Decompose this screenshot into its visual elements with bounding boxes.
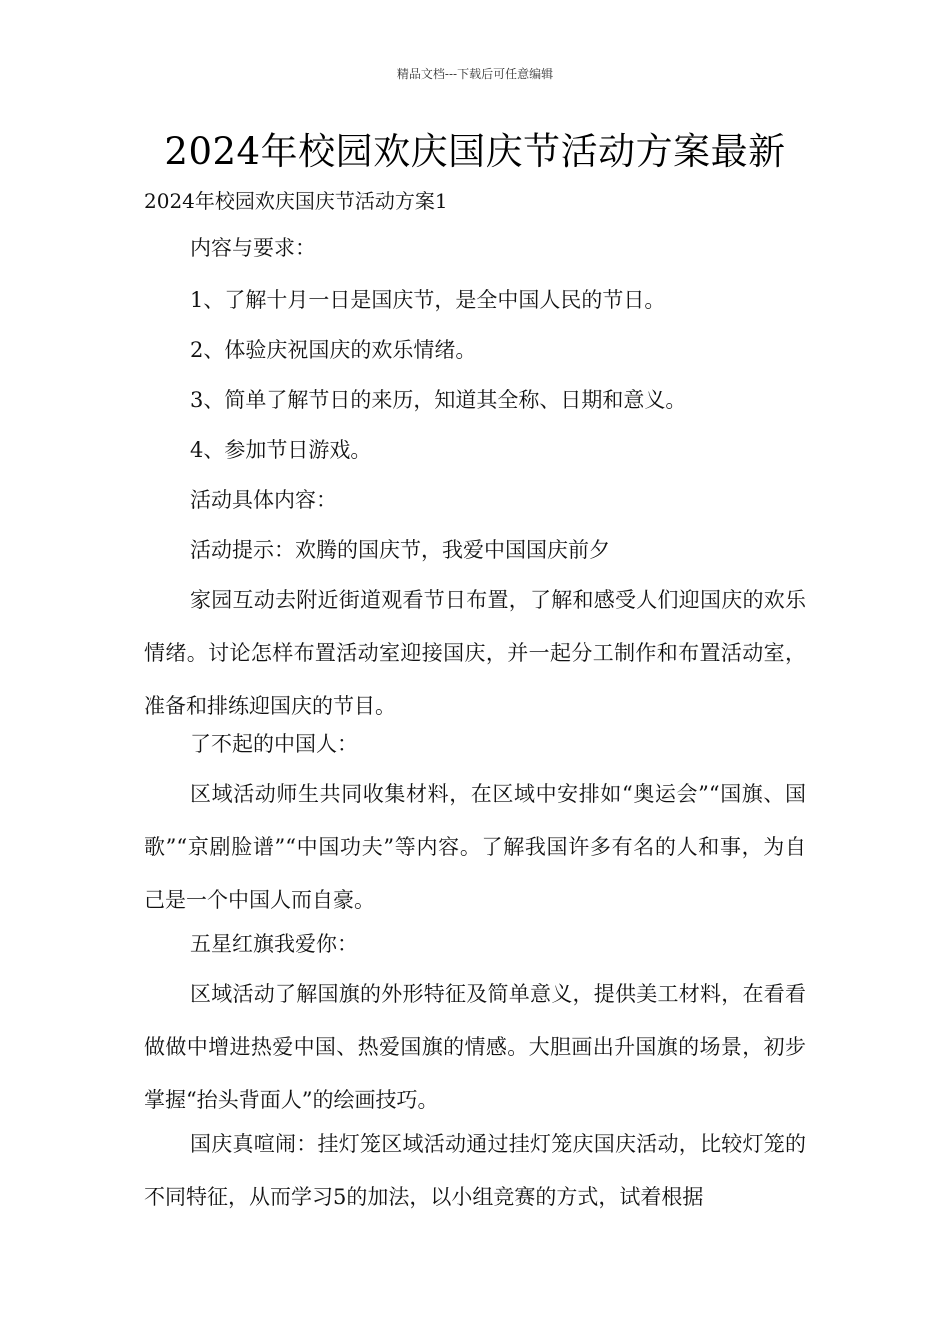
section-heading: 2024年校园欢庆国庆节活动方案1 <box>144 189 448 213</box>
document-title: 2024年校园欢庆国庆节活动方案最新 <box>164 130 786 173</box>
header-note: 精品文档---下载后可任意编辑 <box>396 67 554 81</box>
great-people-heading: 了不起的中国人： <box>190 732 358 756</box>
lantern-activity-paragraph: 国庆真喧闹：挂灯笼区域活动通过挂灯笼庆国庆活动，比较灯笼的不同特征，从而学习5的加法，以小组竞赛的方式，试着根据 <box>144 1132 806 1209</box>
requirements-heading: 内容与要求： <box>190 236 316 260</box>
requirement-item-1: 1、了解十月一日是国庆节，是全中国人民的节日。 <box>190 288 666 312</box>
requirement-item-2: 2、体验庆祝国庆的欢乐情绪。 <box>190 338 477 362</box>
content-heading: 活动具体内容： <box>190 488 337 512</box>
flag-heading: 五星红旗我爱你： <box>190 932 358 956</box>
flag-activity-paragraph: 区域活动了解国旗的外形特征及简单意义，提供美工材料，在看看做做中增进热爱中国、热爱国旗的情感。大胆画出升国旗的场景，初步掌握“抬头背面人”的绘画技巧。 <box>144 982 806 1112</box>
activity-tip: 活动提示：欢腾的国庆节，我爱中国国庆前夕 <box>190 538 610 562</box>
requirement-item-4: 4、参加节日游戏。 <box>190 438 372 462</box>
region-activity-paragraph: 区域活动师生共同收集材料，在区域中安排如“奥运会”“国旗、国歌”“京剧脸谱”“中国功夫”等内容。了解我国许多有名的人和事，为自己是一个中国人而自豪。 <box>144 782 806 912</box>
family-interaction-paragraph: 家园互动去附近街道观看节日布置，了解和感受人们迎国庆的欢乐情绪。讨论怎样布置活动室迎接国庆，并一起分工制作和布置活动室，准备和排练迎国庆的节目。 <box>144 588 806 718</box>
requirement-item-3: 3、简单了解节日的来历，知道其全称、日期和意义。 <box>190 388 687 412</box>
